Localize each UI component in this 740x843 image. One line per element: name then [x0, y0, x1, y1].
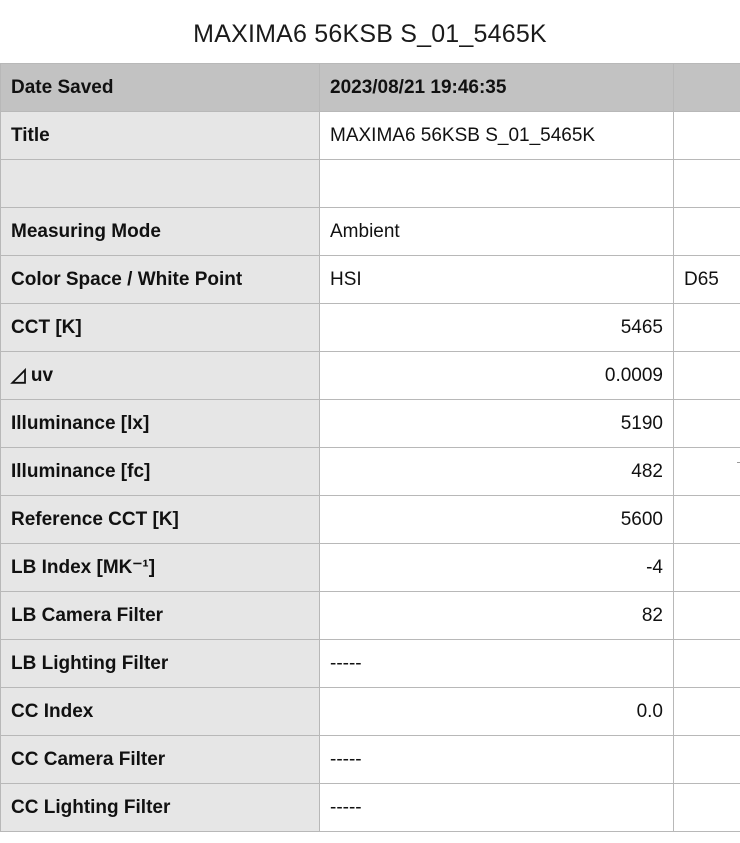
table-row — [1, 784, 740, 832]
row-extra — [674, 688, 740, 736]
row-label: Title — [1, 112, 320, 160]
row-extra — [674, 496, 740, 544]
row-value: Ambient — [320, 208, 674, 256]
row-extra — [674, 160, 740, 208]
row-extra — [674, 736, 740, 784]
row-value: -4 — [320, 544, 674, 592]
row-extra — [674, 304, 740, 352]
table-row — [1, 640, 740, 688]
row-label — [1, 160, 320, 208]
row-value: 5600 — [320, 496, 674, 544]
row-extra — [674, 352, 740, 400]
table-row — [1, 400, 740, 448]
row-extra — [674, 64, 740, 112]
table-row — [1, 256, 740, 304]
row-value: ----- — [320, 784, 674, 832]
table-row — [1, 496, 740, 544]
row-label: CCT [K] — [1, 304, 320, 352]
row-extra — [674, 448, 740, 496]
table-row — [1, 736, 740, 784]
row-label: LB Camera Filter — [1, 592, 320, 640]
row-label: CC Lighting Filter — [1, 784, 320, 832]
table-row — [1, 208, 740, 256]
table-row — [1, 592, 740, 640]
row-value: 0.0 — [320, 688, 674, 736]
row-extra — [674, 592, 740, 640]
table-row — [1, 304, 740, 352]
row-label: LB Lighting Filter — [1, 640, 320, 688]
row-label: CC Camera Filter — [1, 736, 320, 784]
row-extra — [674, 112, 740, 160]
row-label: Color Space / White Point — [1, 256, 320, 304]
table-row — [1, 112, 740, 160]
page-title: MAXIMA6 56KSB S_01_5465K — [193, 20, 547, 48]
table-row — [1, 688, 740, 736]
row-value: 482 — [320, 448, 674, 496]
row-label: ◿ uv — [1, 352, 320, 400]
row-extra — [674, 208, 740, 256]
row-extra — [674, 784, 740, 832]
row-extra — [674, 544, 740, 592]
row-label: CC Index — [1, 688, 320, 736]
row-value: 5465 — [320, 304, 674, 352]
row-extra: D65 — [674, 256, 740, 304]
row-value: HSI — [320, 256, 674, 304]
row-label: Illuminance [lx] — [1, 400, 320, 448]
table-row — [1, 448, 740, 496]
table-row — [1, 352, 740, 400]
row-label: Illuminance [fc] — [1, 448, 320, 496]
measurement-table — [0, 63, 740, 832]
row-extra — [674, 400, 740, 448]
table-row — [1, 544, 740, 592]
measurement-table-body — [1, 64, 740, 832]
row-label: Measuring Mode — [1, 208, 320, 256]
row-value: 82 — [320, 592, 674, 640]
table-row — [1, 160, 740, 208]
row-label: LB Index [MK⁻¹] — [1, 544, 320, 592]
row-value: MAXIMA6 56KSB S_01_5465K — [320, 112, 674, 160]
table-row — [1, 64, 740, 112]
row-value: 2023/08/21 19:46:35 — [320, 64, 674, 112]
row-value: 0.0009 — [320, 352, 674, 400]
row-value: ----- — [320, 736, 674, 784]
row-label: Date Saved — [1, 64, 320, 112]
row-value — [320, 160, 674, 208]
row-label: Reference CCT [K] — [1, 496, 320, 544]
row-value: 5190 — [320, 400, 674, 448]
row-value: ----- — [320, 640, 674, 688]
row-extra — [674, 640, 740, 688]
